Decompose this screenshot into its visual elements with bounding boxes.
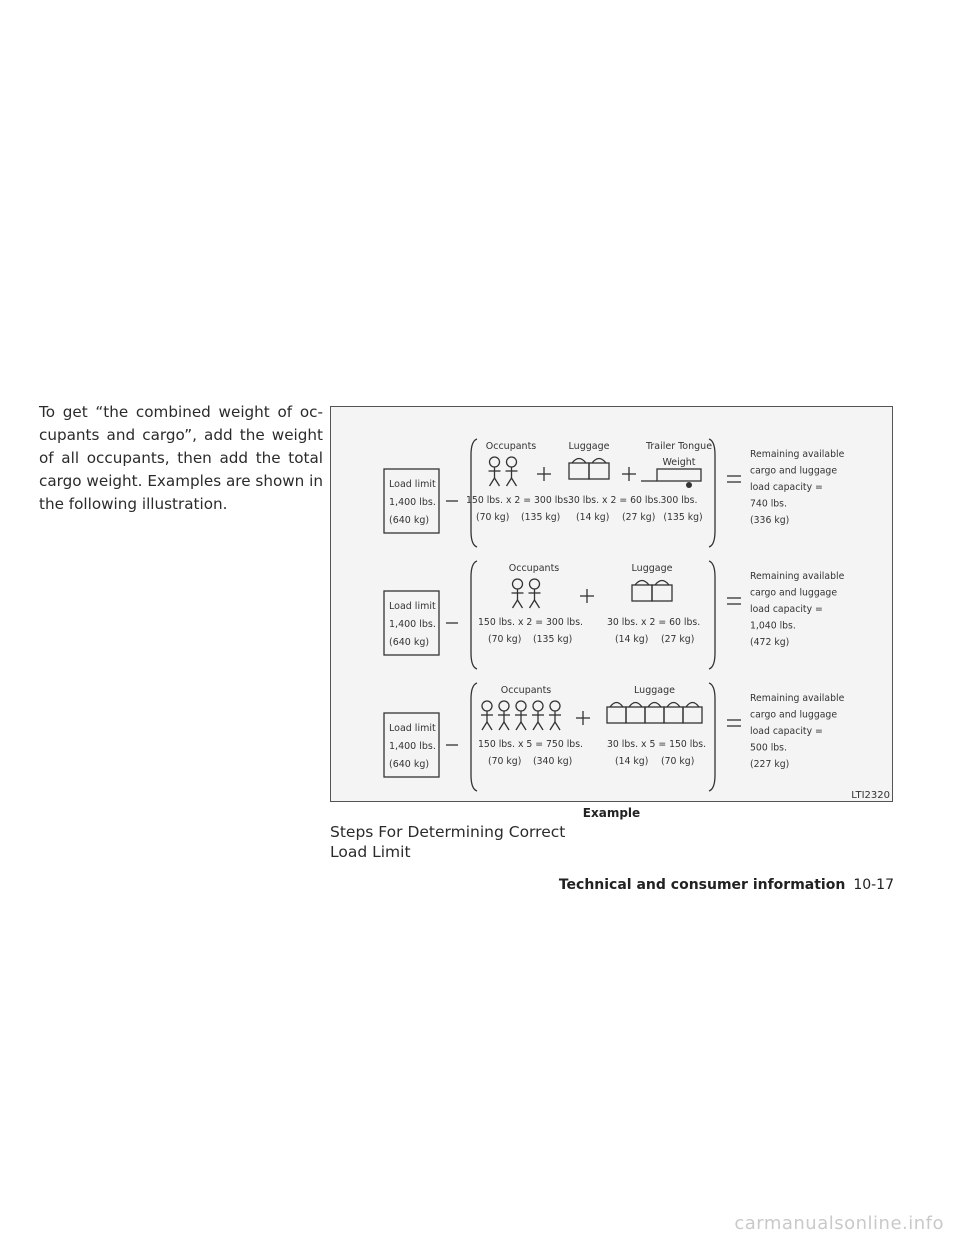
row-1-load-box-line-3: (640 kg): [389, 515, 430, 526]
intro-paragraph: To get “the combined weight of oc-cupants and cargo”, add the weight of all occupants, then add the total cargo weight. Examples are shown in the following illustration.: [39, 403, 323, 513]
row-1-result-line-2: cargo and luggage: [750, 465, 838, 477]
row-3-result-line-2: cargo and luggage: [750, 709, 838, 721]
row-2-occupant-2: [529, 579, 541, 608]
row-3-equals-sign: [727, 720, 741, 726]
row-3-load-box-line-3: (640 kg): [389, 759, 430, 770]
row-1-right-bracket: [709, 439, 715, 547]
row-2-result-line-3: load capacity =: [750, 604, 823, 615]
row-2-load-box-line-1: Load limit: [389, 601, 436, 612]
row-3-left-bracket: [471, 683, 477, 791]
row-1-luggage-1: [569, 459, 589, 480]
row-3-luggage-5: [683, 703, 702, 724]
page-number: 10-17: [853, 877, 894, 893]
row-1-trailer-calc: 300 lbs.: [660, 495, 698, 506]
row-2-result-line-4: 1,040 lbs.: [750, 620, 796, 632]
row-1-trailer-label-2: Weight: [662, 457, 696, 468]
load-limit-illustration: [330, 406, 893, 802]
row-3-luggage-1: [607, 703, 626, 724]
row-2-luggage-label: Luggage: [631, 563, 673, 574]
row-1-occupant-2: [506, 457, 518, 486]
row-1-equals-sign: [727, 476, 741, 482]
row-2-occupants-kg-total: (135 kg): [533, 634, 573, 645]
row-3-plus-sign-1: [576, 711, 590, 725]
row-2-occupants-kg-each: (70 kg): [488, 634, 522, 645]
row-3-occupants-kg-total: (340 kg): [533, 756, 573, 767]
row-3-occupant-1: [481, 701, 493, 730]
footer-chapter: Technical and consumer information: [558, 877, 846, 893]
row-2-luggage-kg-each: (14 kg): [615, 634, 649, 645]
section-title-line-1: Steps For Determining Correct: [330, 823, 566, 841]
row-2-result-line-1: Remaining available: [750, 571, 845, 582]
row-3-load-box-line-2: 1,400 lbs.: [389, 741, 436, 752]
row-1-result-line-5: (336 kg): [750, 515, 790, 526]
row-3-load-box-line-1: Load limit: [389, 723, 436, 734]
row-2-result-line-5: (472 kg): [750, 637, 790, 648]
row-3-occupant-3: [515, 701, 527, 730]
row-1-occupants-label: Occupants: [485, 441, 537, 452]
row-1-occupant-1: [489, 457, 501, 486]
row-3-occupants-label: Occupants: [500, 685, 552, 696]
row-2-load-box-line-2: 1,400 lbs.: [389, 619, 436, 630]
row-1-luggage-kg-each: (14 kg): [576, 512, 610, 523]
row-3-occupants-calc: 150 lbs. x 5 = 750 lbs.: [478, 739, 583, 750]
load-limit-diagram: [331, 407, 894, 803]
figure-caption: Example: [582, 806, 641, 820]
row-2-luggage-2: [652, 581, 672, 602]
page-footer: [559, 877, 894, 893]
row-3-occupants-kg-each: (70 kg): [488, 756, 522, 767]
row-1-load-box-line-2: 1,400 lbs.: [389, 497, 436, 508]
row-1-occupants-kg-total: (135 kg): [521, 512, 561, 523]
row-2-luggage-calc: 30 lbs. x 2 = 60 lbs.: [607, 617, 701, 628]
row-3-luggage-4: [664, 703, 683, 724]
row-1-luggage-label: Luggage: [568, 441, 610, 452]
row-3-luggage-2: [626, 703, 645, 724]
row-3-occupant-2: [498, 701, 510, 730]
row-2-right-bracket: [709, 561, 715, 669]
row-3-luggage-kg-each: (14 kg): [615, 756, 649, 767]
row-2-equals-sign: [727, 598, 741, 604]
row-2-occupant-1: [512, 579, 524, 608]
row-1-plus-sign-2: [622, 467, 636, 481]
section-title-line-2: Load Limit: [330, 843, 411, 861]
row-3-occupant-5: [549, 701, 561, 730]
row-1-trailer-label: Trailer Tongue: [645, 441, 713, 452]
row-3-luggage-calc: 30 lbs. x 5 = 150 lbs.: [607, 739, 707, 750]
row-2-luggage-1: [632, 581, 652, 602]
row-1-luggage-2: [589, 459, 609, 480]
row-2-luggage-kg-total: (27 kg): [661, 634, 695, 645]
row-2-left-bracket: [471, 561, 477, 669]
row-1-plus-sign-1: [537, 467, 551, 481]
row-1-result-line-3: load capacity =: [750, 482, 823, 493]
row-1-luggage-calc: 30 lbs. x 2 = 60 lbs.: [568, 495, 662, 506]
row-3-result-line-4: 500 lbs.: [750, 742, 787, 754]
row-3-occupant-4: [532, 701, 544, 730]
row-1-result-line-1: Remaining available: [750, 449, 845, 460]
figure-code: LTI2320: [851, 790, 890, 801]
row-2-occupants-calc: 150 lbs. x 2 = 300 lbs.: [478, 617, 583, 628]
row-3-luggage-kg-total: (70 kg): [661, 756, 695, 767]
row-3-luggage-label: Luggage: [634, 685, 675, 696]
row-2-plus-sign-1: [580, 589, 594, 603]
row-1-left-bracket: [471, 439, 477, 547]
row-3-result-line-3: load capacity =: [750, 726, 823, 737]
row-1-occupants-calc: 150 lbs. x 2 = 300 lbs.: [466, 495, 571, 506]
section-title: [330, 822, 565, 862]
row-1-load-box-line-1: Load limit: [389, 479, 436, 490]
row-3-result-line-1: Remaining available: [750, 693, 845, 704]
row-1-luggage-kg-total: (27 kg): [622, 512, 656, 523]
row-2-load-box-line-3: (640 kg): [389, 637, 430, 648]
row-3-result-line-5: (227 kg): [750, 759, 790, 770]
row-1-trailer-tongue-icon: [641, 469, 701, 488]
row-3-luggage-3: [645, 703, 664, 724]
row-1-occupants-kg-each: (70 kg): [476, 512, 510, 523]
watermark: carmanualsonline.info: [734, 1213, 944, 1234]
row-2-result-line-2: cargo and luggage: [750, 587, 838, 599]
row-1-trailer-kg: (135 kg): [663, 512, 703, 523]
row-3-right-bracket: [709, 683, 715, 791]
row-1-result-line-4: 740 lbs.: [750, 498, 787, 510]
row-2-occupants-label: Occupants: [508, 563, 560, 574]
